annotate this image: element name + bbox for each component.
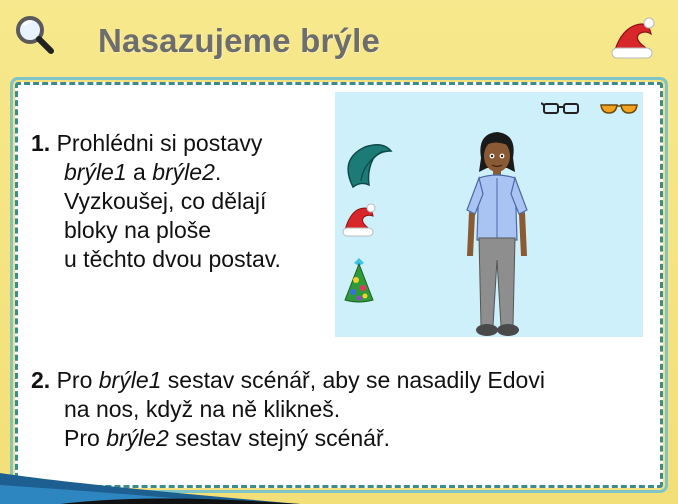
black-glasses-sprite[interactable] [541,100,581,116]
step-1-instructions: 1. Prohlédni si postavy brýle1 a brýle2. Vyzkoušej, co dělají bloky na ploše u těchto dvou postav. [31,130,281,272]
santa-hat-icon [609,14,657,64]
santa-hat-sprite[interactable] [341,200,377,240]
party-hat-sprite[interactable] [341,254,377,306]
magnifier-icon [13,14,57,58]
feather-hat-sprite[interactable] [339,137,395,193]
sprite-name: brýle2 [152,159,215,185]
sprite-name: brýle1 [64,159,127,185]
title-bar [0,0,678,80]
character-edo-sprite[interactable] [463,128,531,338]
step-2-instructions: 2. Pro brýle1 sestav scénář, aby se nasadily Edovi na nos, když na ně klikneš. Pro brýle2 sestav stejný scénář. [31,367,545,451]
corner-decoration [0,455,300,504]
page-title: Nasazujeme brýle [98,22,381,59]
sprite-name: brýle2 [106,425,169,451]
orange-glasses-sprite[interactable] [599,100,639,116]
step-number: 1. [31,130,51,156]
sprite-name: brýle1 [98,367,162,393]
step-number: 2. [31,367,51,393]
scratch-stage[interactable] [335,92,643,337]
